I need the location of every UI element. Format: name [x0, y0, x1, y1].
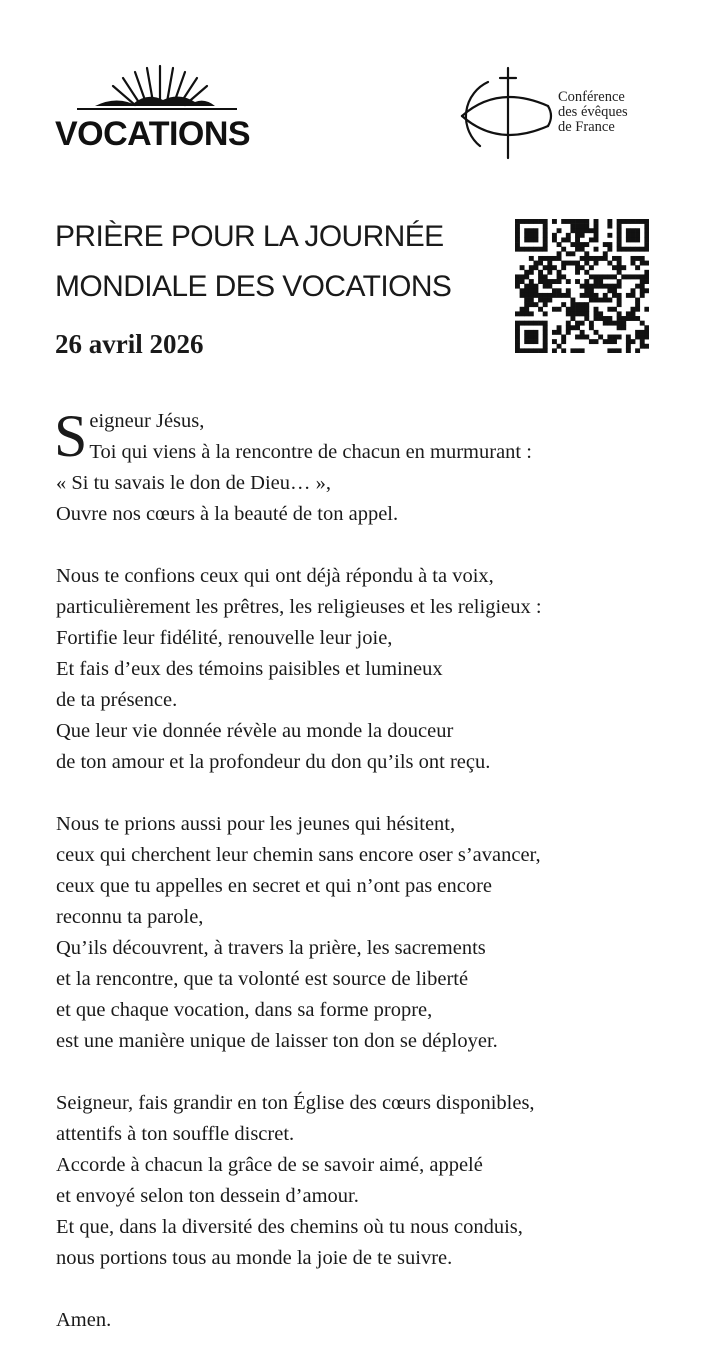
prayer-text — [54, 403, 656, 1336]
prayer-line: « Si tu savais le don de Dieu… », — [56, 472, 332, 494]
page-title — [55, 212, 485, 312]
prayer-line: et que chaque vocation, dans sa forme propre, — [56, 999, 433, 1021]
prayer-line: et envoyé selon ton dessein d’amour. — [56, 1185, 359, 1207]
prayer-line: Nous te prions aussi pour les jeunes qui hésitent, — [56, 813, 456, 835]
prayer-line: Et que, dans la diversité des chemins où tu nous conduis, — [56, 1216, 523, 1238]
prayer-line: ceux qui cherchent leur chemin sans encore oser s’avancer, — [56, 844, 541, 866]
prayer-line: nous portions tous au monde la joie de te suivre. — [56, 1247, 453, 1269]
date: 26 avril 2026 — [55, 329, 204, 359]
prayer-line: Nous te confions ceux qui ont déjà répondu à ta voix, — [56, 565, 494, 587]
prayer-line: de ta présence. — [56, 689, 178, 711]
prayer-line: est une manière unique de laisser ton don se déployer. — [56, 1030, 498, 1052]
prayer-line: ceux que tu appelles en secret et qui n’ont pas encore — [56, 875, 493, 897]
vocations-logo — [55, 62, 265, 154]
drop-cap: S — [54, 403, 88, 469]
prayer-line: de ton amour et la profondeur du don qu’ils ont reçu. — [56, 751, 491, 773]
cef-line-2: des évêques — [558, 104, 628, 120]
prayer-line: reconnu ta parole, — [56, 906, 204, 928]
stanza-3 — [56, 809, 656, 1057]
cef-name — [558, 90, 628, 135]
prayer-line: eigneur Jésus, — [89, 410, 205, 432]
prayer-line: et la rencontre, que ta volonté est source de liberté — [56, 968, 469, 990]
cef-line-1: Conférence — [558, 89, 625, 105]
prayer-line: Fortifie leur fidélité, renouvelle leur joie, — [56, 627, 393, 649]
prayer-line: Toi qui viens à la rencontre de chacun en murmurant : — [89, 441, 532, 463]
title-line-2: MONDIALE DES VOCATIONS — [55, 270, 452, 303]
prayer-line: Et fais d’eux des témoins paisibles et lumineux — [56, 658, 443, 680]
cef-line-3: de France — [558, 119, 615, 135]
sunrise-icon — [55, 62, 265, 114]
vocations-wordmark: VOCATIONS — [55, 115, 251, 153]
stanza-2 — [56, 561, 656, 778]
prayer-line: attentifs à ton souffle discret. — [56, 1123, 295, 1145]
cef-logo — [458, 66, 658, 162]
amen: Amen. — [56, 1309, 112, 1331]
stanza-4 — [56, 1088, 656, 1274]
qr-code-icon — [515, 219, 649, 353]
qr-code[interactable] — [515, 219, 649, 353]
fish-cross-icon — [458, 66, 558, 162]
prayer-line: Seigneur, fais grandir en ton Église des cœurs disponibles, — [56, 1092, 535, 1114]
title-line-1: PRIÈRE POUR LA JOURNÉE — [55, 220, 444, 253]
stanza-1 — [54, 403, 656, 530]
prayer-line: Que leur vie donnée révèle au monde la douceur — [56, 720, 454, 742]
prayer-line: Accorde à chacun la grâce de se savoir aimé, appelé — [56, 1154, 483, 1176]
prayer-line: Ouvre nos cœurs à la beauté de ton appel. — [56, 503, 399, 525]
prayer-line: Qu’ils découvrent, à travers la prière, les sacrements — [56, 937, 486, 959]
prayer-line: particulièrement les prêtres, les religieuses et les religieux : — [56, 596, 542, 618]
